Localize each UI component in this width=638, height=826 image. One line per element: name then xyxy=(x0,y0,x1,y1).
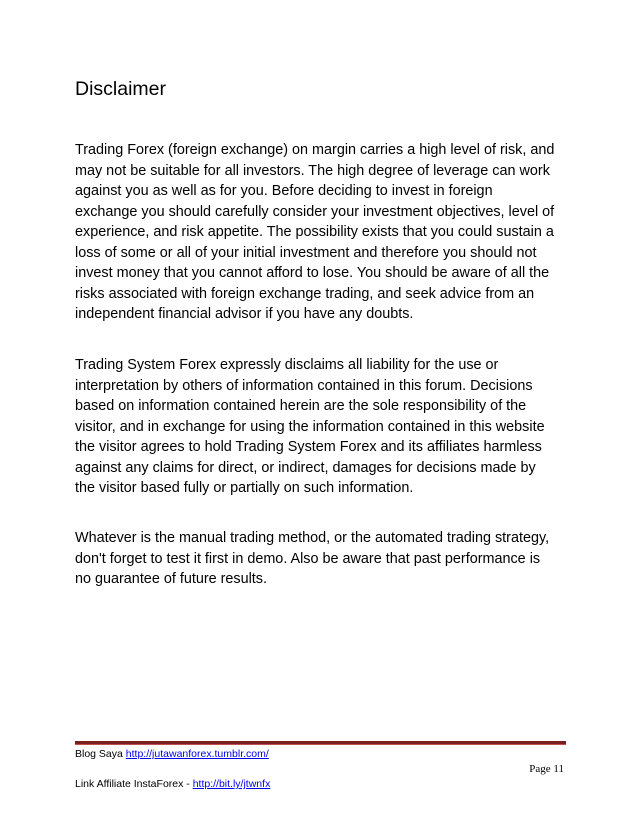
footer-blog-link[interactable]: http://jutawanforex.tumblr.com/ xyxy=(125,748,269,760)
paragraph-line: the visitor based fully or partially on such information. xyxy=(75,480,414,496)
paragraph-line: the visitor agrees to hold Trading System Forex and its affiliates harmless xyxy=(75,439,542,455)
footer-divider xyxy=(75,741,566,745)
paragraph-line: independent financial advisor if you have any doubts. xyxy=(75,306,414,322)
paragraph-line: risks associated with foreign exchange trading, and seek advice from an xyxy=(75,285,535,302)
paragraph-line: exchange you should carefully consider your investment objectives, level of xyxy=(75,203,555,220)
disclaimer-paragraph-testing xyxy=(75,528,575,590)
footer-affiliate-link[interactable]: http://bit.ly/jtwnfx xyxy=(192,778,271,790)
paragraph-line: experience, and risk appetite. The possibility exists that you could sustain a xyxy=(75,224,554,240)
footer-affiliate-label: Link Affiliate InstaForex - xyxy=(75,778,193,790)
paragraph-line: may not be suitable for all investors. The high degree of leverage can work xyxy=(75,162,550,179)
page-number: Page 11 xyxy=(529,763,564,775)
footer-blog-line xyxy=(75,748,269,761)
disclaimer-paragraph-risk xyxy=(75,140,575,325)
footer-affiliate-line xyxy=(75,778,270,791)
paragraph-line: loss of some or all of your initial investment and therefore you should not xyxy=(75,244,537,261)
disclaimer-paragraph-liability xyxy=(75,355,575,499)
paragraph-line: Trading Forex (foreign exchange) on margin carries a high level of risk, and xyxy=(75,142,555,158)
paragraph-line: Whatever is the manual trading method, or the automated trading strategy, xyxy=(75,530,550,546)
page-title: Disclaimer xyxy=(75,78,167,100)
paragraph-line: against you as well as for you. Before deciding to invest in foreign xyxy=(75,183,493,199)
paragraph-line: don't forget to test it first in demo. Also be aware that past performance is xyxy=(75,550,541,567)
paragraph-line: interpretation by others of information contained in this forum. Decisions xyxy=(75,377,533,394)
paragraph-line: no guarantee of future results. xyxy=(75,571,267,587)
paragraph-line: against any claims for direct, or indirect, damages for decisions made by xyxy=(75,459,536,476)
footer-blog-label: Blog Saya xyxy=(75,748,126,760)
paragraph-line: visitor, and in exchange for using the information contained in this website xyxy=(75,418,545,435)
paragraph-line: Trading System Forex expressly disclaims all liability for the use or xyxy=(75,357,499,373)
paragraph-line: based on information contained herein are the sole responsibility of the xyxy=(75,398,527,414)
paragraph-line: invest money that you cannot afford to lose. You should be aware of all the xyxy=(75,265,550,281)
